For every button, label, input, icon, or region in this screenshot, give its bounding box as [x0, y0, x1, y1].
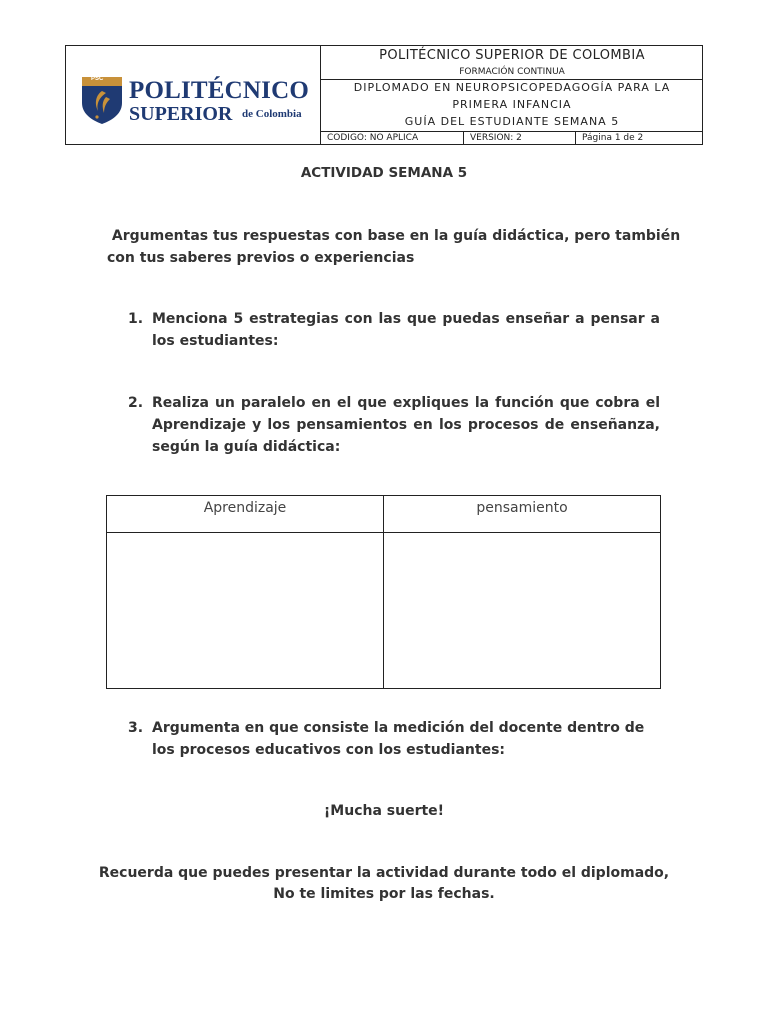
- document-meta-row: [321, 132, 703, 144]
- closing-note-line2: No te limites por las fechas.: [273, 886, 495, 902]
- question-number: 3.: [128, 720, 144, 736]
- program-cell: [321, 80, 703, 132]
- question-number: 1.: [128, 311, 144, 327]
- answer-cell-pensamiento[interactable]: [384, 533, 661, 689]
- institution-name: POLITÉCNICO SUPERIOR DE COLOMBIA: [379, 48, 645, 63]
- document-header: [65, 45, 703, 145]
- shield-logo-icon: [80, 75, 124, 125]
- page-field: Página 1 de 2: [582, 133, 644, 143]
- logo-wordmark-line2: SUPERIOR: [129, 103, 233, 125]
- program-line2: PRIMERA INFANCIA: [452, 98, 572, 111]
- institution-cell: [321, 46, 703, 80]
- version-field: VERSION: 2: [464, 132, 576, 144]
- comparison-table: [106, 495, 661, 689]
- intro-line1: Argumentas tus respuestas con base en la guía didáctica, pero también: [107, 228, 681, 244]
- column-header-aprendizaje: Aprendizaje: [107, 496, 384, 533]
- table-header-row: [107, 496, 661, 533]
- program-line1: DIPLOMADO EN NEUROPSICOPEDAGOGÍA PARA LA: [353, 81, 671, 94]
- question-2: [128, 392, 660, 458]
- question-text: Realiza un paralelo en el que expliques la función que cobra el Aprendizaje y los pensamientos en los procesos de enseñanza, según la guía didáctica:: [152, 395, 660, 455]
- logo-wordmark-line1: POLITÉCNICO: [129, 77, 310, 104]
- activity-title: ACTIVIDAD SEMANA 5: [300, 165, 468, 181]
- column-header-pensamiento: pensamiento: [384, 496, 661, 533]
- department-name: FORMACIÓN CONTINUA: [459, 67, 565, 77]
- intro-line2: con tus saberes previos o experiencias: [107, 250, 415, 266]
- table-row: [107, 533, 661, 689]
- shield-text: PSC: [91, 76, 104, 82]
- logo-wordmark-line3: de Colombia: [242, 108, 302, 120]
- code-field: CODIGO: NO APLICA: [321, 132, 464, 144]
- guide-title: GUÍA DEL ESTUDIANTE SEMANA 5: [404, 115, 620, 128]
- intro-paragraph: [107, 225, 681, 269]
- answer-cell-aprendizaje[interactable]: [107, 533, 384, 689]
- closing-note-line1: Recuerda que puedes presentar la actividad durante todo el diplomado,: [98, 865, 670, 881]
- question-1: [128, 308, 660, 352]
- logo-cell: [66, 46, 321, 144]
- good-luck-message: ¡Mucha suerte!: [323, 803, 445, 819]
- question-number: 2.: [128, 395, 144, 411]
- question-text: Argumenta en que consiste la medición del docente dentro de los procesos educativos con los estudiantes:: [152, 720, 645, 758]
- question-text: Menciona 5 estrategias con las que puedas enseñar a pensar a los estudiantes:: [152, 311, 660, 349]
- question-3: [128, 717, 660, 761]
